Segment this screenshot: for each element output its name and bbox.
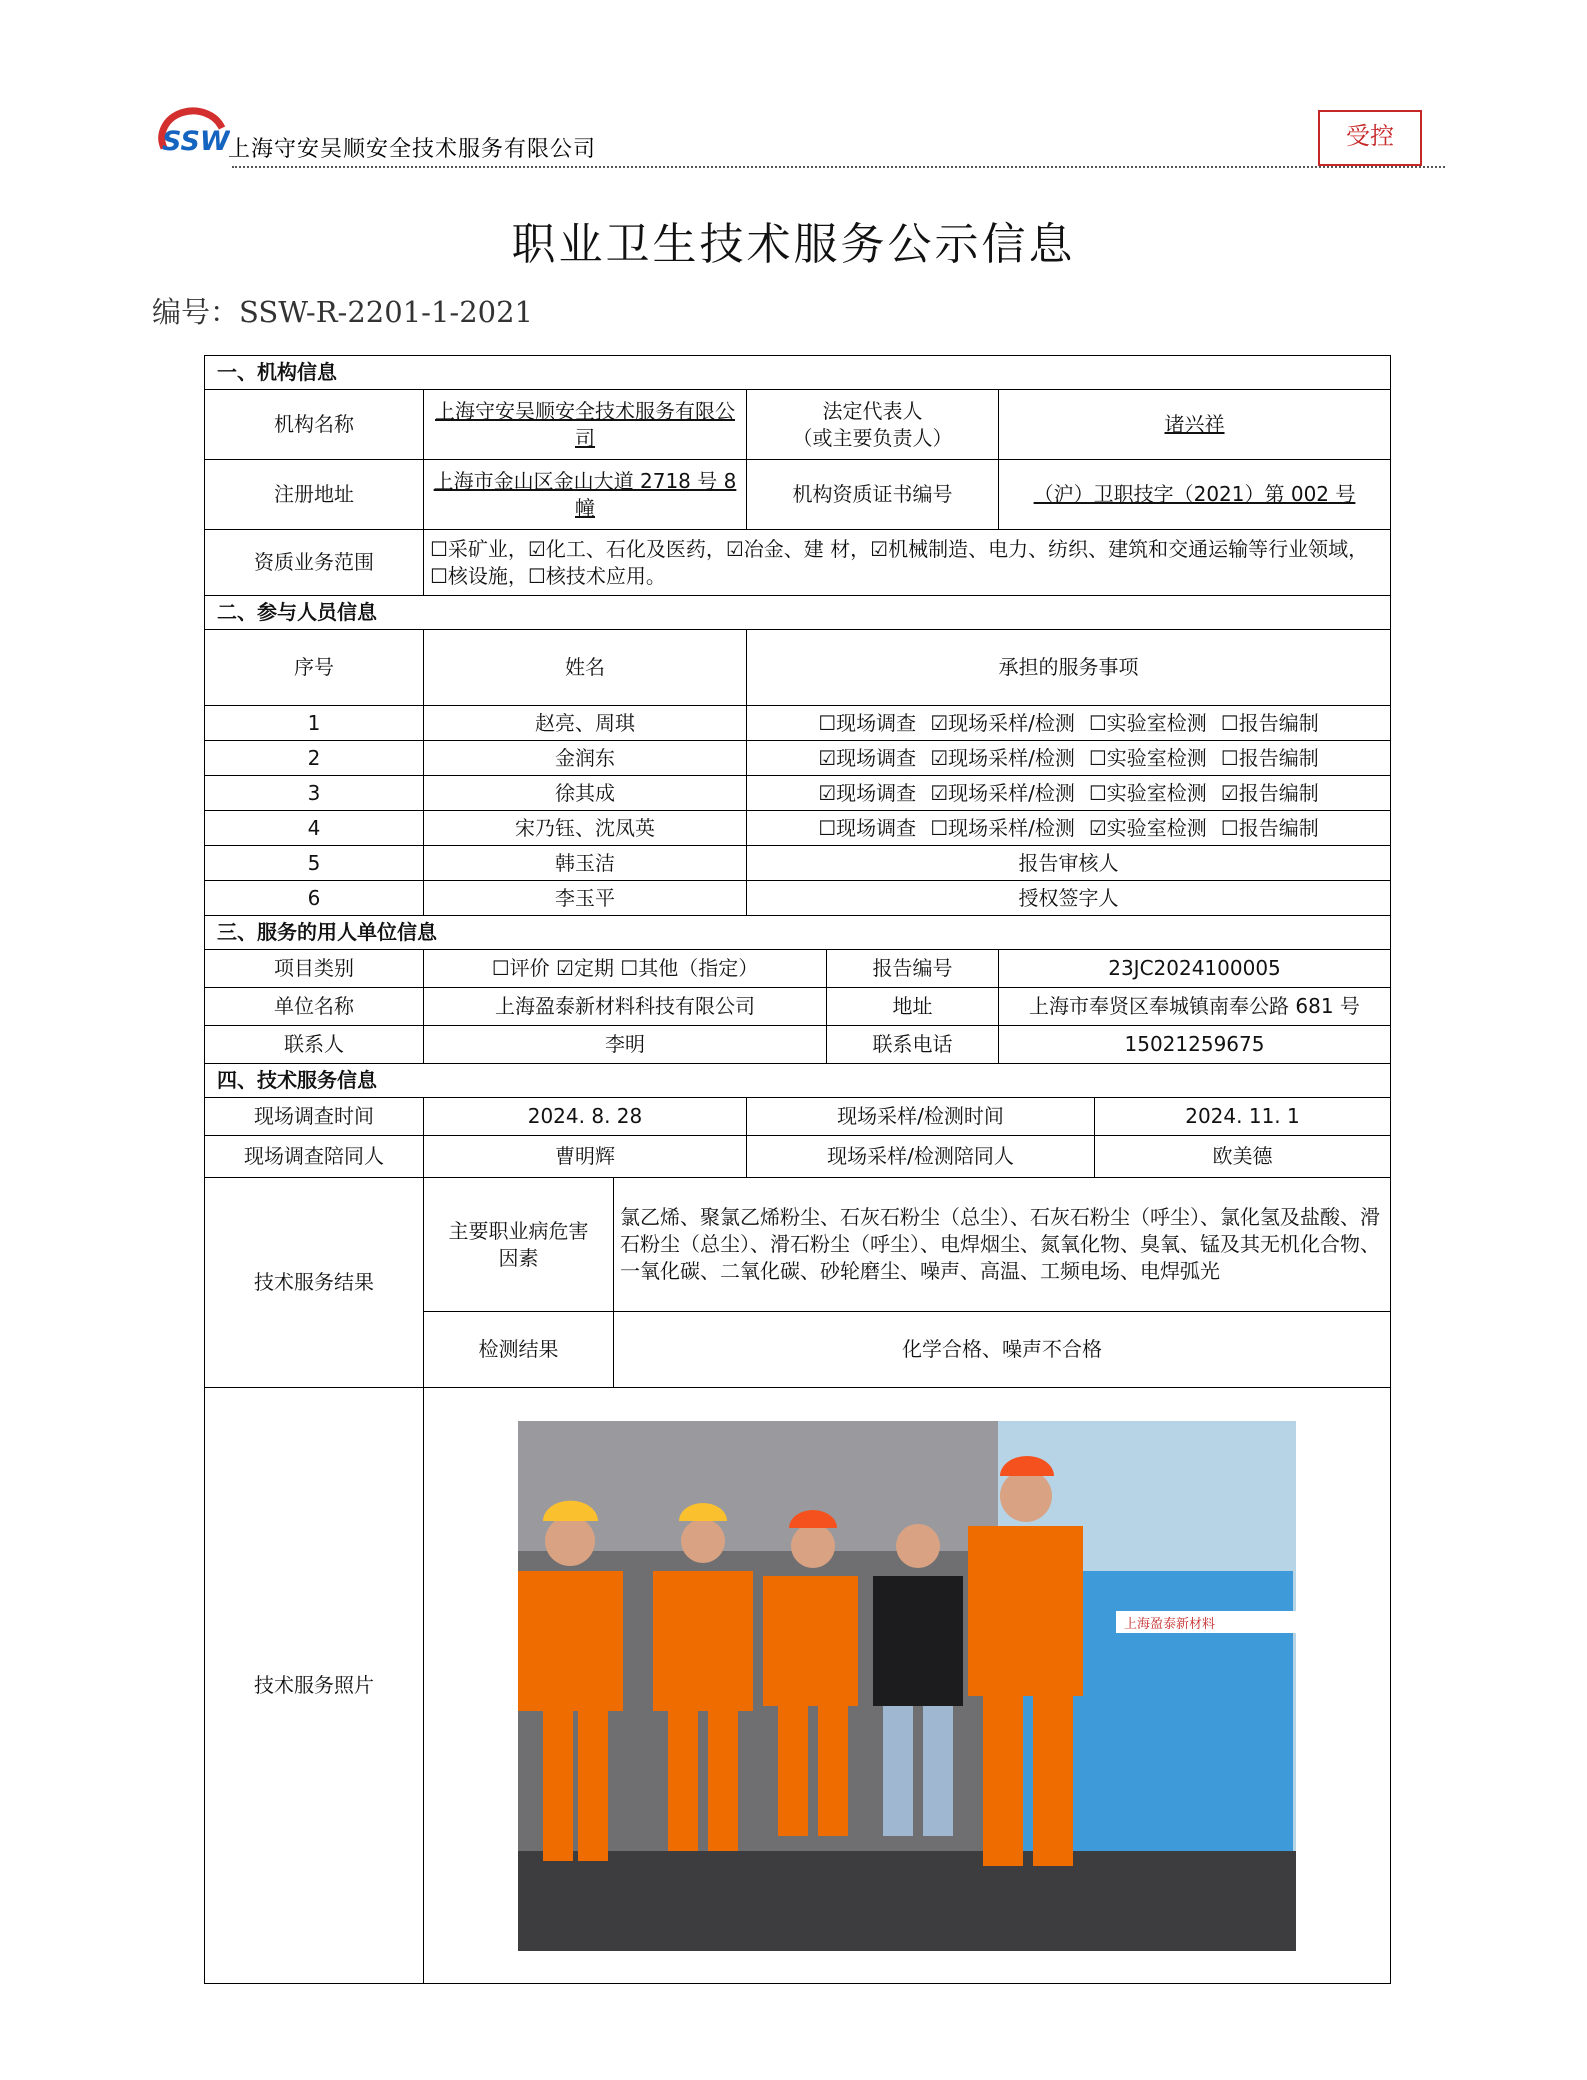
item-checkbox: ☐报告编制 (1220, 815, 1319, 840)
test-label: 检测结果 (424, 1312, 614, 1388)
svg-text:上海盈泰新材料: 上海盈泰新材料 (1124, 1616, 1216, 1632)
row-name: 赵亮、周琪 (424, 706, 747, 741)
item-checkbox: ☐报告编制 (1220, 710, 1319, 735)
project-type-label: 项目类别 (205, 950, 424, 988)
hazard-list: 氯乙烯、聚氯乙烯粉尘、石灰石粉尘（总尘）、石灰石粉尘（呼尘）、氯化氢及盐酸、滑石粉尘（总尘）、滑石粉尘（呼尘）、电焊烟尘、氮氧化物、臭氧、锰及其无机化合物、一氧化碳、二氧化碳、砂轮磨尘、噪声、高温、工频电场、电焊弧光 (614, 1178, 1391, 1312)
col-name: 姓名 (424, 630, 747, 706)
page-header (150, 98, 1445, 168)
sampling-person-label: 现场采样/检测陪同人 (747, 1136, 1095, 1178)
survey-person-label: 现场调查陪同人 (205, 1136, 424, 1178)
row-no: 3 (205, 776, 424, 811)
table-row (205, 741, 1391, 776)
row-items (747, 811, 1391, 846)
contact-label: 联系人 (205, 1026, 424, 1064)
table-row (205, 846, 1391, 881)
table-row (205, 811, 1391, 846)
phone-label: 联系电话 (827, 1026, 999, 1064)
photo-label: 技术服务照片 (205, 1388, 424, 1984)
table-row (205, 776, 1391, 811)
unit-label: 单位名称 (205, 988, 424, 1026)
survey-person: 曹明辉 (424, 1136, 747, 1178)
test-result: 化学合格、噪声不合格 (614, 1312, 1391, 1388)
service-photo (518, 1421, 1296, 1951)
survey-time: 2024. 8. 28 (424, 1098, 747, 1136)
item-checkbox: ☐现场调查 (818, 710, 917, 735)
row-role: 授权签字人 (747, 881, 1391, 916)
row-items (747, 776, 1391, 811)
item-checkbox: ☑现场采样/检测 (930, 780, 1075, 805)
svg-text:SSW: SSW (162, 126, 230, 157)
reg-addr-label: 注册地址 (205, 460, 424, 530)
item-checkbox: ☐实验室检测 (1088, 745, 1207, 770)
org-name: 上海守安吴顺安全技术服务有限公司 (424, 390, 747, 460)
org-name-label: 机构名称 (205, 390, 424, 460)
unit-addr: 上海市奉贤区奉城镇南奉公路 681 号 (999, 988, 1391, 1026)
unit-name: 上海盈泰新材料科技有限公司 (424, 988, 827, 1026)
photo-cell (424, 1388, 1391, 1984)
item-checkbox: ☐现场采样/检测 (930, 815, 1075, 840)
contact-name: 李明 (424, 1026, 827, 1064)
row-role: 报告审核人 (747, 846, 1391, 881)
scope-text: ☐采矿业，☑化工、石化及医药，☑冶金、建 材，☑机械制造、电力、纺织、建筑和交通运输等行业领域，☐核设施，☐核技术应用。 (424, 530, 1391, 596)
ssw-logo-icon (150, 98, 230, 168)
item-checkbox: ☑现场调查 (818, 745, 917, 770)
sampling-time: 2024. 11. 1 (1095, 1098, 1391, 1136)
item-checkbox: ☑现场采样/检测 (930, 745, 1075, 770)
survey-time-label: 现场调查时间 (205, 1098, 424, 1136)
controlled-stamp: 受控 (1318, 110, 1422, 166)
scope-label: 资质业务范围 (205, 530, 424, 596)
row-name: 韩玉洁 (424, 846, 747, 881)
hazard-label: 主要职业病危害因素 (424, 1178, 614, 1312)
table-row (205, 881, 1391, 916)
phone: 15021259675 (999, 1026, 1391, 1064)
item-checkbox: ☐现场调查 (818, 815, 917, 840)
col-items: 承担的服务事项 (747, 630, 1391, 706)
item-checkbox: ☐实验室检测 (1088, 710, 1207, 735)
worker-figure (518, 1526, 1083, 1866)
section-org: 一、机构信息 (205, 356, 1391, 390)
row-name: 金润东 (424, 741, 747, 776)
legal-rep-label: 法定代表人 （或主要负责人） (747, 390, 999, 460)
sampling-time-label: 现场采样/检测时间 (747, 1098, 1095, 1136)
cert-label: 机构资质证书编号 (747, 460, 999, 530)
header-divider (232, 166, 1445, 168)
legal-rep: 诸兴祥 (999, 390, 1391, 460)
result-label: 技术服务结果 (205, 1178, 424, 1388)
row-no: 4 (205, 811, 424, 846)
reg-addr: 上海市金山区金山大道 2718 号 8 幢 (424, 460, 747, 530)
project-type: ☐评价 ☑定期 ☐其他（指定） (424, 950, 827, 988)
table-row (205, 706, 1391, 741)
row-items (747, 741, 1391, 776)
page-title: 职业卫生技术服务公示信息 (511, 219, 1076, 270)
row-no: 5 (205, 846, 424, 881)
item-checkbox: ☐报告编制 (1220, 745, 1319, 770)
report-no: 23JC2024100005 (999, 950, 1391, 988)
row-no: 1 (205, 706, 424, 741)
unit-addr-label: 地址 (827, 988, 999, 1026)
document-number: 编号：SSW-R-2201-1-2021 (152, 295, 534, 329)
item-checkbox: ☑现场采样/检测 (930, 710, 1075, 735)
col-no: 序号 (205, 630, 424, 706)
item-checkbox: ☑实验室检测 (1088, 815, 1207, 840)
row-no: 6 (205, 881, 424, 916)
item-checkbox: ☑现场调查 (818, 780, 917, 805)
row-no: 2 (205, 741, 424, 776)
section-service: 四、技术服务信息 (205, 1064, 1391, 1098)
row-items (747, 706, 1391, 741)
item-checkbox: ☑报告编制 (1220, 780, 1319, 805)
info-table (204, 355, 1391, 1984)
item-checkbox: ☐实验室检测 (1088, 780, 1207, 805)
row-name: 宋乃钰、沈凤英 (424, 811, 747, 846)
row-name: 徐其成 (424, 776, 747, 811)
section-staff: 二、参与人员信息 (205, 596, 1391, 630)
sampling-person: 欧美德 (1095, 1136, 1391, 1178)
row-name: 李玉平 (424, 881, 747, 916)
cert-number: （沪）卫职技字（2021）第 002 号 (999, 460, 1391, 530)
section-client: 三、服务的用人单位信息 (205, 916, 1391, 950)
report-no-label: 报告编号 (827, 950, 999, 988)
company-name: 上海守安吴顺安全技术服务有限公司 (228, 137, 597, 162)
